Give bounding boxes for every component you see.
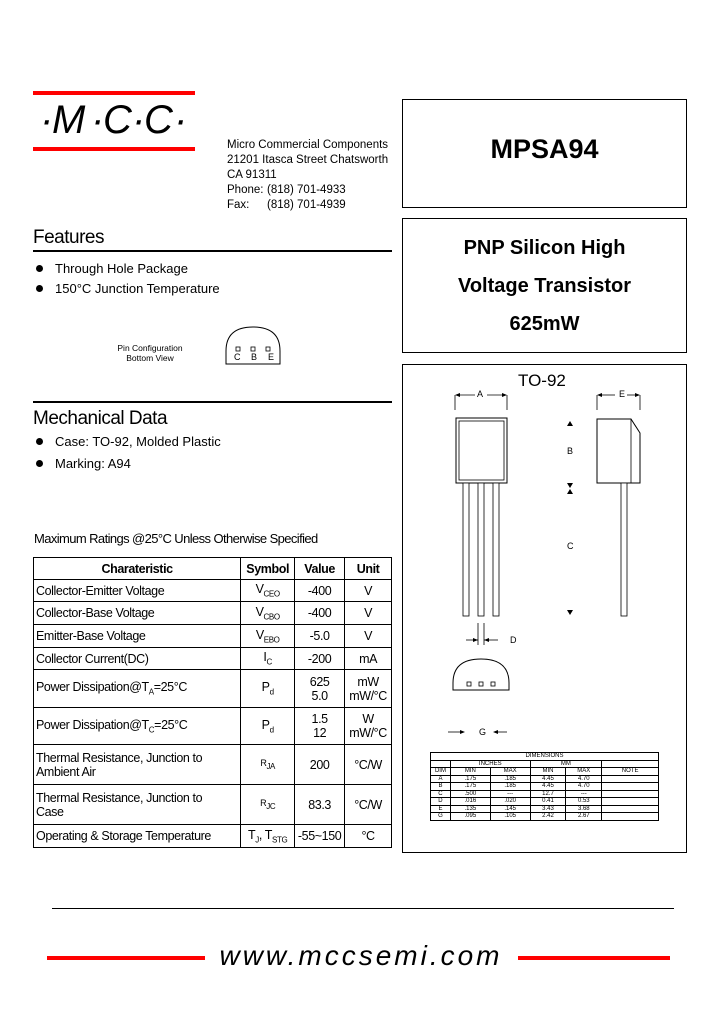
bullet-icon	[36, 438, 43, 445]
dim-cell	[602, 760, 659, 768]
characteristic: Emitter-Base Voltage	[34, 625, 241, 648]
dim-cell: .135	[450, 805, 490, 813]
pin-config-caption-line-1: Pin Configuration	[117, 343, 183, 353]
unit: °C/W	[345, 745, 392, 785]
dim-group-row	[431, 760, 659, 768]
char-line-1: Thermal Resistance, Junction to	[36, 750, 203, 765]
dim-cell: 4.45	[530, 775, 566, 783]
value-line-2: 12	[313, 726, 327, 740]
mechanical-item	[36, 434, 221, 449]
characteristic: Operating & Storage Temperature	[34, 825, 241, 848]
dim-title-row	[431, 753, 659, 761]
col-header: Unit	[345, 558, 392, 580]
characteristic: Collector Current(DC)	[34, 648, 241, 670]
symbol-sub: CBO	[263, 612, 280, 622]
char-sub: A	[148, 687, 154, 697]
company-phone	[227, 183, 388, 198]
part-number: MPSA94	[490, 134, 599, 164]
ratings-table	[33, 557, 392, 848]
symbol-sub: J	[255, 835, 259, 845]
company-fax	[227, 198, 388, 213]
table-row	[34, 745, 392, 785]
characteristic	[34, 785, 241, 825]
table-row	[431, 805, 659, 813]
symbol-sub: d	[269, 687, 274, 697]
symbol-sub: CEO	[263, 589, 280, 599]
pin-label: E	[268, 352, 275, 362]
to92-outline-drawing	[403, 365, 686, 745]
unit-line-2: mW/°C	[349, 726, 387, 740]
value-line-2: 5.0	[311, 688, 328, 703]
svg-text:M: M	[52, 98, 87, 142]
symbol-sub: EBO	[263, 635, 280, 645]
symbol	[241, 580, 295, 602]
characteristic	[34, 708, 241, 745]
char-sub: C	[148, 725, 155, 735]
dim-cell: .020	[490, 798, 530, 806]
feature-item	[36, 281, 220, 296]
dim-cell	[602, 805, 659, 813]
feature-text: 150°C Junction Temperature	[55, 281, 220, 296]
dim-cell: 0.53	[566, 798, 602, 806]
unit-line-1: mW	[357, 674, 379, 689]
char-end: =25°C	[153, 680, 187, 695]
value: -400	[295, 602, 345, 625]
symbol	[241, 602, 295, 625]
symbol-main: P	[261, 717, 270, 732]
value: -400	[295, 580, 345, 602]
ratings-header-row	[34, 558, 392, 580]
symbol	[241, 785, 295, 825]
mechanical-item	[36, 456, 131, 471]
feature-text: Through Hole Package	[55, 261, 188, 276]
value	[295, 708, 345, 745]
symbol-main-2: , T	[258, 827, 273, 842]
unit: mA	[345, 648, 392, 670]
dim-col-header: DIM	[431, 768, 451, 776]
table-row	[34, 708, 392, 745]
table-row	[34, 785, 392, 825]
svg-text:·: ·	[132, 98, 147, 142]
dim-cell: D	[431, 798, 451, 806]
fax-label: Fax:	[227, 199, 250, 211]
symbol-sub: C	[266, 657, 272, 667]
bullet-icon	[36, 460, 43, 467]
unit	[345, 670, 392, 708]
mechanical-text: Case: TO-92, Molded Plastic	[55, 434, 221, 449]
symbol-sub: JA	[266, 761, 275, 771]
unit-line-1: W	[362, 712, 374, 726]
symbol-sub: d	[269, 725, 274, 735]
table-row	[34, 648, 392, 670]
unit: V	[345, 602, 392, 625]
dim-cell	[602, 790, 659, 798]
unit: V	[345, 625, 392, 648]
mechanical-text: Marking: A94	[55, 456, 131, 471]
logo-top-bar	[33, 91, 195, 95]
dim-label-a: A	[477, 389, 484, 399]
feature-item	[36, 261, 188, 276]
table-row	[34, 602, 392, 625]
svg-text:·: ·	[40, 98, 55, 142]
svg-text:C: C	[144, 98, 174, 142]
footer-url[interactable]: www.mccsemi.com	[219, 940, 503, 971]
pin-config-caption	[105, 343, 195, 363]
part-number-box	[402, 99, 687, 208]
dim-cell: 2.42	[530, 813, 566, 821]
characteristic	[34, 745, 241, 785]
char-end: =25°C	[154, 717, 188, 732]
footer-rule	[52, 908, 674, 909]
features-rule	[33, 250, 392, 252]
value-line-1: 1.5	[311, 712, 328, 726]
dim-cell: .500	[450, 790, 490, 798]
pin-config-caption-line-2: Bottom View	[126, 353, 174, 363]
dim-cell: .185	[490, 783, 530, 791]
dim-cell	[602, 813, 659, 821]
table-row	[34, 670, 392, 708]
dim-label-e: E	[619, 389, 626, 399]
table-row	[431, 813, 659, 821]
symbol-main: V	[255, 627, 264, 642]
package-name: TO-92	[518, 371, 566, 390]
dim-header-row	[431, 768, 659, 776]
dim-cell: 4.70	[566, 783, 602, 791]
col-header: Charateristic	[34, 558, 241, 580]
dim-col-header: MIN	[450, 768, 490, 776]
dim-cell	[602, 798, 659, 806]
dim-cell: .105	[490, 813, 530, 821]
dim-cell: 12.7	[530, 790, 566, 798]
dim-col-header: MIN	[530, 768, 566, 776]
svg-text:C: C	[103, 98, 133, 142]
value	[295, 670, 345, 708]
dim-cell: .016	[450, 798, 490, 806]
fax-value: (818) 701-4939	[267, 199, 346, 211]
phone-label: Phone:	[227, 184, 264, 196]
table-row	[431, 775, 659, 783]
symbol-main: T	[248, 827, 256, 842]
symbol	[241, 825, 295, 848]
features-heading: Features	[33, 227, 104, 248]
dim-cell: 0.41	[530, 798, 566, 806]
table-row	[431, 783, 659, 791]
symbol-main: V	[255, 604, 264, 619]
table-row	[431, 798, 659, 806]
symbol-sub-2: STG	[272, 835, 288, 845]
dim-cell: .145	[490, 805, 530, 813]
value: -5.0	[295, 625, 345, 648]
footer-bar-left	[47, 956, 205, 960]
mcc-logo-icon	[36, 97, 196, 143]
dim-cell	[602, 783, 659, 791]
pin-label: B	[251, 352, 258, 362]
symbol	[241, 745, 295, 785]
company-street: 21201 Itasca Street Chatsworth	[227, 154, 389, 166]
characteristic: Collector-Emitter Voltage	[34, 580, 241, 602]
dim-cell: C	[431, 790, 451, 798]
unit: °C	[345, 825, 392, 848]
ratings-title: Maximum Ratings @25°C Unless Otherwise Specified	[34, 531, 318, 546]
dim-cell	[602, 775, 659, 783]
symbol	[241, 625, 295, 648]
mechanical-heading: Mechanical Data	[33, 408, 168, 429]
symbol	[241, 648, 295, 670]
bullet-icon	[36, 265, 43, 272]
dim-group-header: MM	[530, 760, 602, 768]
description-line-2: Voltage Transistor	[457, 275, 631, 297]
logo-bottom-bar	[33, 147, 195, 151]
dim-label-b: B	[567, 446, 574, 456]
symbol-main: P	[261, 680, 270, 695]
dim-title: DIMENSIONS	[431, 753, 659, 761]
symbol	[241, 708, 295, 745]
company-name: Micro Commercial Components	[227, 139, 389, 151]
dim-cell	[431, 760, 451, 768]
description-line-3: 625mW	[509, 313, 580, 335]
dim-label-g: G	[479, 727, 487, 737]
dim-cell: ---	[490, 790, 530, 798]
dim-cell: .185	[490, 775, 530, 783]
unit	[345, 708, 392, 745]
description-line-1: PNP Silicon High	[463, 237, 626, 259]
dim-cell: .175	[450, 775, 490, 783]
symbol-main: I	[263, 650, 267, 665]
dim-cell: 4.70	[566, 775, 602, 783]
characteristic	[34, 670, 241, 708]
characteristic: Collector-Base Voltage	[34, 602, 241, 625]
dim-cell: 2.67	[566, 813, 602, 821]
footer-bar-right	[518, 956, 670, 960]
table-row	[34, 625, 392, 648]
char-main: Power Dissipation@T	[36, 680, 149, 695]
char-line-1: Thermal Resistance, Junction to	[36, 790, 203, 805]
symbol	[241, 670, 295, 708]
char-main: Power Dissipation@T	[36, 717, 149, 732]
svg-text:·: ·	[174, 98, 189, 142]
dim-label-d: D	[510, 635, 517, 645]
table-row	[431, 790, 659, 798]
col-header: Symbol	[241, 558, 295, 580]
dim-group-header: INCHES	[450, 760, 530, 768]
value: -200	[295, 648, 345, 670]
company-logo	[36, 97, 196, 152]
symbol-main: V	[255, 582, 264, 597]
symbol-main: R	[260, 798, 267, 809]
unit-line-2: mW/°C	[349, 688, 387, 703]
pin-label: C	[234, 352, 241, 362]
mechanical-rule	[33, 401, 392, 403]
company-city: CA 91311	[227, 169, 277, 181]
unit: V	[345, 580, 392, 602]
dimensions-table	[430, 752, 659, 821]
value: -55~150	[295, 825, 345, 848]
dim-cell: 3.43	[530, 805, 566, 813]
phone-value: (818) 701-4933	[267, 184, 346, 196]
char-line-2: Case	[36, 804, 64, 819]
dim-col-header: MAX	[490, 768, 530, 776]
table-row	[34, 825, 392, 848]
unit: °C/W	[345, 785, 392, 825]
description-box	[402, 218, 687, 353]
dim-cell: G	[431, 813, 451, 821]
dim-col-header: NOTE	[602, 768, 659, 776]
company-address	[227, 138, 388, 213]
dim-label-c: C	[567, 541, 574, 551]
dim-cell: E	[431, 805, 451, 813]
svg-text:·: ·	[91, 98, 106, 142]
symbol-main: R	[260, 758, 267, 769]
dim-col-header: MAX	[566, 768, 602, 776]
bullet-icon	[36, 285, 43, 292]
dim-cell: ---	[566, 790, 602, 798]
dim-cell: B	[431, 783, 451, 791]
table-row	[34, 580, 392, 602]
symbol-sub: JC	[266, 801, 276, 811]
value: 83.3	[295, 785, 345, 825]
dim-cell: 4.45	[530, 783, 566, 791]
dim-cell: A	[431, 775, 451, 783]
col-header: Value	[295, 558, 345, 580]
value: 200	[295, 745, 345, 785]
char-line-2: Ambient Air	[36, 764, 96, 779]
dim-cell: 3.68	[566, 805, 602, 813]
dim-cell: .175	[450, 783, 490, 791]
value-line-1: 625	[309, 674, 330, 689]
dim-cell: .095	[450, 813, 490, 821]
